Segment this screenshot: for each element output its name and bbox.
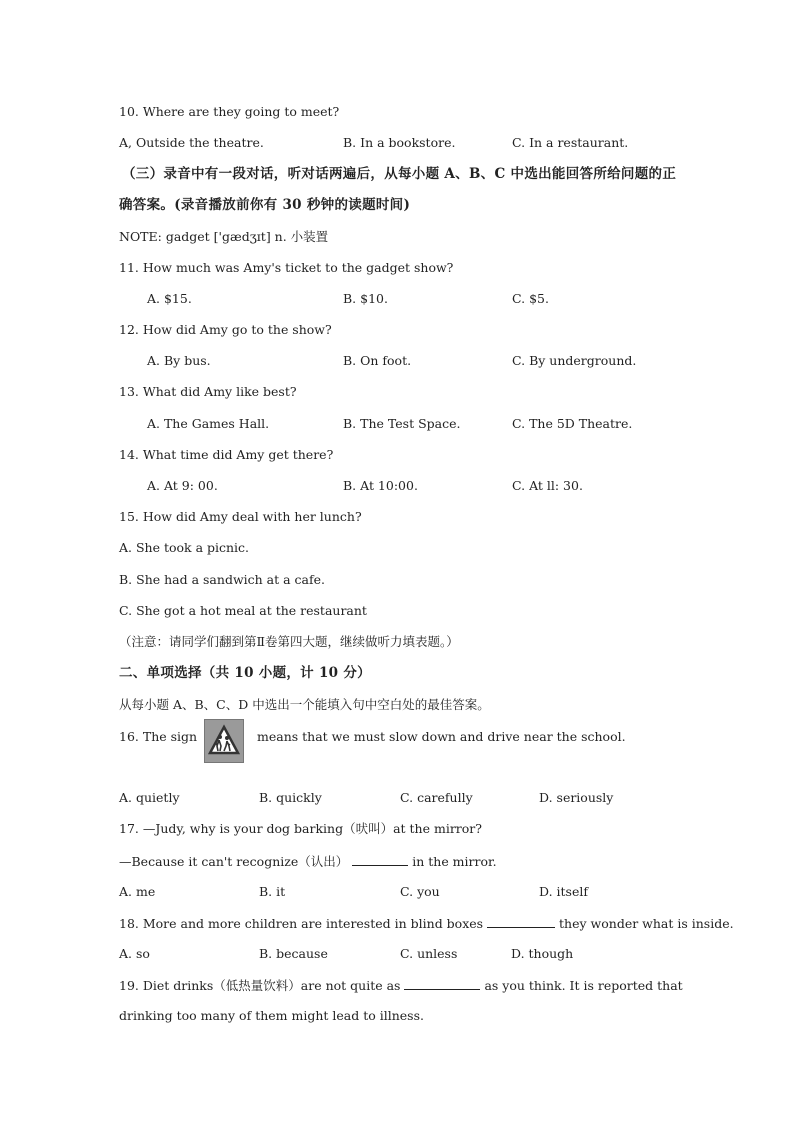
q10-option-b: B. In a bookstore. <box>343 135 456 150</box>
question-19-line-2: drinking too many of them might lead to illness. <box>119 1008 424 1023</box>
q13-option-c: C. The 5D Theatre. <box>512 416 633 431</box>
q19-text-after: as you think. It is reported that <box>484 978 683 993</box>
q13-option-b: B. The Test Space. <box>343 416 461 431</box>
q17-option-d: D. itself <box>539 884 588 899</box>
q15-option-c: C. She got a hot meal at the restaurant <box>119 603 367 618</box>
q10-option-c: C. In a restaurant. <box>512 135 629 150</box>
q17-option-a: A. me <box>119 884 156 899</box>
q17-option-c: C. you <box>400 884 440 899</box>
q12-option-c: C. By underground. <box>512 353 637 368</box>
question-17-line-2 <box>119 853 497 870</box>
question-17-line-1: 17. —Judy, why is your dog barking（吠叫）at the mirror? <box>119 821 482 836</box>
q16-option-c: C. carefully <box>400 790 473 805</box>
q18-option-b: B. because <box>259 946 328 961</box>
q17-text-before: —Because it can't recognize（认出） <box>119 854 349 869</box>
q17-answer-blank <box>352 853 408 866</box>
q17-option-b: B. it <box>259 884 286 899</box>
part-2-instruction: 从每小题 A、B、C、D 中选出一个能填入句中空白处的最佳答案。 <box>119 697 490 712</box>
q10-option-a: A, Outside the theatre. <box>119 135 264 150</box>
q15-option-a: A. She took a picnic. <box>119 540 250 555</box>
q18-option-a: A. so <box>119 946 150 961</box>
q12-option-a: A. By bus. <box>147 353 211 368</box>
q16-option-d: D. seriously <box>539 790 614 805</box>
question-13: 13. What did Amy like best? <box>119 384 297 399</box>
section-3-instruction-1: （三）录音中有一段对话，听对话两遍后，从每小题 A、B、C 中选出能回答所给问题的正 <box>122 166 677 182</box>
question-11: 11. How much was Amy's ticket to the gadget show? <box>119 260 454 275</box>
q11-option-b: B. $10. <box>343 291 388 306</box>
q18-text-before: 18. More and more children are interested in blind boxes <box>119 916 484 931</box>
q16-option-a: A. quietly <box>119 790 180 805</box>
question-15: 15. How did Amy deal with her lunch? <box>119 509 362 524</box>
q18-text-after: they wonder what is inside. <box>559 916 734 931</box>
listening-note: （注意：请同学们翻到第Ⅱ卷第四大题，继续做听力填表题。） <box>119 634 459 649</box>
q11-option-a: A. $15. <box>147 291 192 306</box>
q15-option-b: B. She had a sandwich at a cafe. <box>119 572 325 587</box>
q14-option-c: C. At ll: 30. <box>512 478 583 493</box>
q14-option-b: B. At 10:00. <box>343 478 418 493</box>
q16-text-before: 16. The sign <box>119 729 198 744</box>
q18-option-c: C. unless <box>400 946 458 961</box>
q18-option-d: D. though <box>511 946 574 961</box>
q16-text-after: means that we must slow down and drive near the school. <box>257 729 626 744</box>
part-2-title: 二、单项选择（共 10 小题，计 10 分） <box>119 665 371 681</box>
q19-answer-blank <box>404 977 480 990</box>
q19-text-before: 19. Diet drinks（低热量饮料）are not quite as <box>119 978 401 993</box>
question-10: 10. Where are they going to meet? <box>119 104 340 119</box>
vocabulary-note: NOTE: gadget ['gædʒɪt] n. 小装置 <box>119 229 329 244</box>
question-19-line-1 <box>119 977 683 994</box>
q12-option-b: B. On foot. <box>343 353 412 368</box>
q13-option-a: A. The Games Hall. <box>147 416 270 431</box>
q17-text-after: in the mirror. <box>412 854 497 869</box>
q14-option-a: A. At 9: 00. <box>147 478 218 493</box>
q16-option-b: B. quickly <box>259 790 322 805</box>
question-12: 12. How did Amy go to the show? <box>119 322 332 337</box>
children-crossing-sign-icon <box>204 719 244 763</box>
question-14: 14. What time did Amy get there? <box>119 447 334 462</box>
question-18 <box>119 915 734 932</box>
section-3-instruction-2: 确答案。(录音播放前你有 30 秒钟的读题时间) <box>119 197 411 213</box>
q18-answer-blank <box>487 915 555 928</box>
q11-option-c: C. $5. <box>512 291 549 306</box>
